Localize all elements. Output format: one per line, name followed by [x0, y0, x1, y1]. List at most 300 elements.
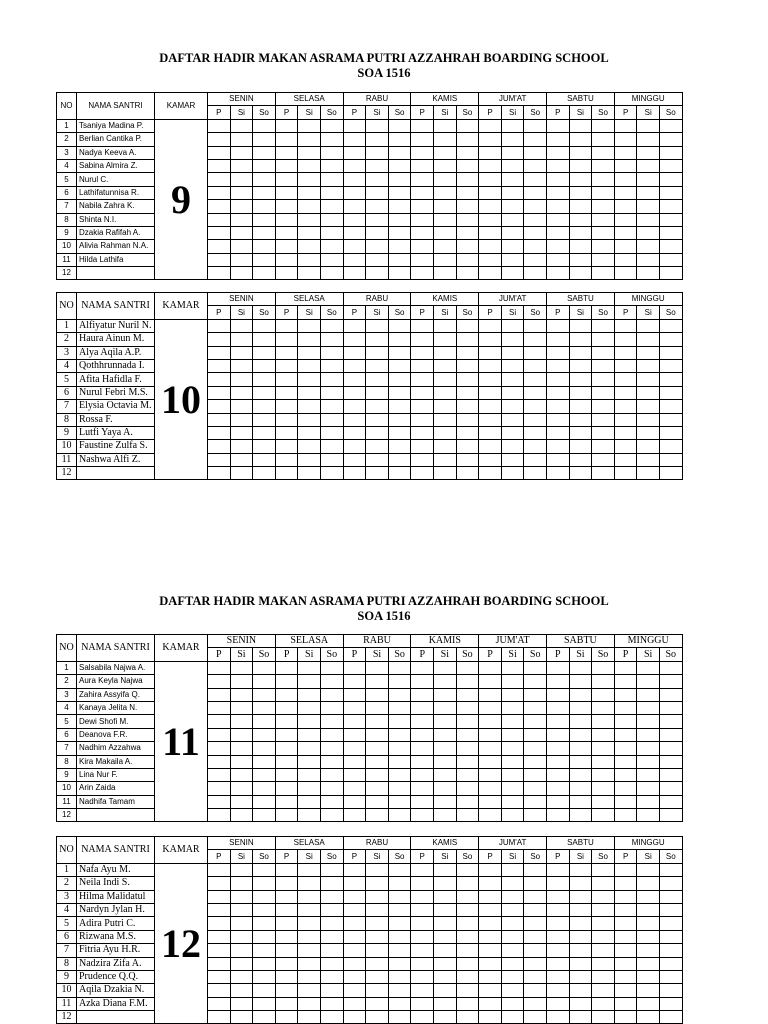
attendance-cell [479, 213, 502, 226]
attendance-cell [479, 944, 502, 957]
attendance-cell [298, 782, 321, 795]
attendance-cell [253, 701, 276, 714]
attendance-cell [208, 715, 231, 728]
attendance-cell [569, 346, 592, 359]
attendance-cell [253, 755, 276, 768]
attendance-cell [614, 373, 637, 386]
attendance-cell [230, 426, 253, 439]
attendance-cell [366, 173, 389, 186]
attendance-cell [479, 467, 502, 480]
student-name: Dewi Shofi M. [77, 715, 155, 728]
attendance-cell [456, 715, 479, 728]
attendance-cell [253, 944, 276, 957]
attendance-cell [388, 319, 411, 332]
attendance-cell [614, 213, 637, 226]
meal-header: P [343, 306, 366, 319]
attendance-cell [456, 119, 479, 132]
student-name: Tsaniya Madina P. [77, 119, 155, 132]
attendance-cell [637, 400, 660, 413]
row-number: 2 [57, 877, 77, 890]
attendance-cell [659, 728, 682, 741]
attendance-cell [569, 688, 592, 701]
meal-header: So [592, 106, 615, 119]
attendance-cell [501, 755, 524, 768]
attendance-cell [230, 917, 253, 930]
attendance-cell [253, 186, 276, 199]
attendance-cell [547, 768, 570, 781]
attendance-cell [366, 333, 389, 346]
attendance-cell [524, 809, 547, 822]
attendance-cell [275, 200, 298, 213]
attendance-cell [343, 863, 366, 876]
attendance-cell [524, 133, 547, 146]
attendance-cell [569, 768, 592, 781]
attendance-cell [388, 453, 411, 466]
table-row [57, 957, 683, 970]
attendance-cell [614, 917, 637, 930]
meal-header: P [547, 850, 570, 863]
attendance-cell [569, 930, 592, 943]
attendance-cell [547, 333, 570, 346]
student-name: Nardyn Jylan H. [77, 903, 155, 916]
attendance-cell [343, 782, 366, 795]
table-row [57, 930, 683, 943]
attendance-cell [592, 346, 615, 359]
meal-header: So [320, 306, 343, 319]
attendance-cell [434, 333, 457, 346]
attendance-cell [614, 359, 637, 372]
attendance-cell [388, 253, 411, 266]
attendance-cell [388, 426, 411, 439]
meal-header: P [275, 648, 298, 661]
attendance-cell [298, 373, 321, 386]
attendance-cell [275, 877, 298, 890]
attendance-cell [434, 373, 457, 386]
attendance-cell [253, 890, 276, 903]
attendance-cell [614, 226, 637, 239]
row-number: 3 [57, 346, 77, 359]
attendance-cell [411, 213, 434, 226]
attendance-cell [592, 903, 615, 916]
attendance-cell [479, 917, 502, 930]
attendance-cell [320, 453, 343, 466]
attendance-cell [637, 440, 660, 453]
attendance-cell [208, 346, 231, 359]
attendance-cell [275, 119, 298, 132]
attendance-cell [434, 359, 457, 372]
attendance-cell [298, 970, 321, 983]
meal-header: So [456, 306, 479, 319]
attendance-cell [501, 1011, 524, 1024]
attendance-cell [253, 1011, 276, 1024]
attendance-cell [456, 319, 479, 332]
attendance-cell [569, 133, 592, 146]
attendance-cell [388, 768, 411, 781]
meal-header: P [547, 306, 570, 319]
attendance-cell [411, 997, 434, 1010]
attendance-cell [434, 997, 457, 1010]
attendance-cell [298, 426, 321, 439]
attendance-cell [501, 728, 524, 741]
attendance-cell [434, 863, 457, 876]
attendance-cell [253, 119, 276, 132]
attendance-cell [275, 782, 298, 795]
attendance-cell [479, 688, 502, 701]
attendance-cell [275, 768, 298, 781]
attendance-cell [569, 970, 592, 983]
attendance-cell [343, 440, 366, 453]
attendance-cell [298, 440, 321, 453]
attendance-cell [298, 159, 321, 172]
attendance-cell [366, 970, 389, 983]
day-header: SELASA [275, 93, 343, 106]
attendance-cell [253, 319, 276, 332]
row-number: 10 [57, 782, 77, 795]
table-row [57, 701, 683, 714]
table-row [57, 890, 683, 903]
attendance-cell [569, 917, 592, 930]
attendance-cell [298, 742, 321, 755]
meal-header: P [411, 850, 434, 863]
attendance-cell [524, 467, 547, 480]
attendance-cell [637, 755, 660, 768]
attendance-cell [456, 701, 479, 714]
attendance-cell [321, 742, 344, 755]
meal-header: Si [501, 850, 524, 863]
meal-header: So [660, 850, 683, 863]
attendance-cell [479, 755, 502, 768]
attendance-cell [614, 440, 637, 453]
attendance-cell [456, 400, 479, 413]
attendance-cell [456, 440, 479, 453]
attendance-cell [614, 675, 637, 688]
meal-header: P [343, 648, 366, 661]
attendance-cell [275, 413, 298, 426]
attendance-cell [637, 373, 660, 386]
meal-header: So [388, 850, 411, 863]
attendance-cell [230, 701, 253, 714]
row-number: 7 [57, 200, 77, 213]
attendance-cell [479, 984, 502, 997]
attendance-cell [208, 400, 231, 413]
attendance-cell [434, 782, 457, 795]
attendance-cell [343, 186, 366, 199]
attendance-cell [208, 970, 231, 983]
attendance-cell [298, 400, 321, 413]
attendance-cell [230, 755, 253, 768]
attendance-cell [320, 133, 343, 146]
attendance-cell [298, 661, 321, 674]
student-name: Alivia Rahman N.A. [77, 240, 155, 253]
attendance-cell [434, 688, 457, 701]
attendance-cell [253, 426, 276, 439]
attendance-cell [230, 186, 253, 199]
attendance-cell [366, 877, 389, 890]
table-row [57, 809, 683, 822]
meal-header: Si [230, 850, 253, 863]
attendance-cell [343, 159, 366, 172]
attendance-cell [298, 386, 321, 399]
attendance-cell [230, 997, 253, 1010]
row-number: 8 [57, 413, 77, 426]
attendance-cell [456, 159, 479, 172]
attendance-cell [456, 467, 479, 480]
meal-header: So [320, 106, 343, 119]
attendance-cell [208, 146, 231, 159]
meal-header: P [411, 106, 434, 119]
attendance-cell [637, 333, 660, 346]
attendance-cell [388, 809, 411, 822]
attendance-cell [208, 159, 231, 172]
attendance-cell [230, 944, 253, 957]
attendance-cell [411, 346, 434, 359]
attendance-cell [569, 863, 592, 876]
attendance-cell [592, 267, 615, 280]
attendance-cell [434, 675, 457, 688]
attendance-cell [388, 386, 411, 399]
attendance-cell [637, 944, 660, 957]
attendance-cell [569, 782, 592, 795]
attendance-cell [456, 877, 479, 890]
attendance-cell [298, 267, 321, 280]
attendance-cell [569, 984, 592, 997]
attendance-cell [524, 400, 547, 413]
meal-header: So [659, 648, 682, 661]
attendance-cell [411, 200, 434, 213]
attendance-cell [456, 1011, 479, 1024]
attendance-cell [547, 467, 570, 480]
attendance-cell [366, 903, 389, 916]
attendance-cell [547, 413, 570, 426]
attendance-cell [637, 346, 660, 359]
attendance-cell [569, 386, 592, 399]
student-name: Nashwa Alfi Z. [77, 453, 155, 466]
table-row [57, 688, 683, 701]
attendance-cell [411, 133, 434, 146]
attendance-cell [343, 688, 366, 701]
attendance-cell [456, 890, 479, 903]
attendance-cell [208, 917, 231, 930]
attendance-cell [343, 133, 366, 146]
attendance-cell [320, 333, 343, 346]
attendance-cell [479, 930, 502, 943]
table-row [57, 133, 683, 146]
attendance-cell [298, 768, 321, 781]
table-row [57, 782, 683, 795]
attendance-cell [592, 997, 615, 1010]
attendance-cell [637, 688, 660, 701]
attendance-cell [660, 146, 683, 159]
attendance-cell [569, 400, 592, 413]
attendance-cell [343, 984, 366, 997]
attendance-cell [592, 213, 615, 226]
attendance-cell [547, 661, 570, 674]
table-row [57, 173, 683, 186]
attendance-cell [388, 755, 411, 768]
attendance-cell [434, 240, 457, 253]
attendance-cell [208, 359, 231, 372]
meal-header: Si [637, 648, 660, 661]
row-number: 3 [57, 890, 77, 903]
attendance-cell [434, 146, 457, 159]
attendance-cell [524, 768, 547, 781]
attendance-cell [524, 688, 547, 701]
attendance-cell [411, 890, 434, 903]
attendance-cell [637, 957, 660, 970]
attendance-cell [479, 997, 502, 1010]
attendance-cell [479, 809, 502, 822]
attendance-cell [456, 173, 479, 186]
attendance-cell [230, 675, 253, 688]
attendance-cell [298, 319, 321, 332]
attendance-cell [592, 133, 615, 146]
attendance-cell [501, 890, 524, 903]
row-number: 7 [57, 742, 77, 755]
attendance-cell [524, 373, 547, 386]
attendance-cell [298, 253, 321, 266]
attendance-cell [275, 146, 298, 159]
attendance-cell [320, 863, 343, 876]
meal-header: Si [434, 648, 457, 661]
attendance-cell [501, 453, 524, 466]
attendance-cell [298, 715, 321, 728]
attendance-cell [592, 768, 615, 781]
student-name: Nurul C. [77, 173, 155, 186]
header-nama-santri: NAMA SANTRI [77, 837, 155, 864]
attendance-cell [660, 213, 683, 226]
day-header: RABU [343, 837, 411, 850]
attendance-cell [479, 133, 502, 146]
attendance-cell [592, 373, 615, 386]
attendance-cell [411, 359, 434, 372]
attendance-cell [524, 997, 547, 1010]
attendance-cell [524, 930, 547, 943]
student-name: Haura Ainun M. [77, 333, 155, 346]
attendance-cell [366, 373, 389, 386]
attendance-table-kamar-11 [56, 634, 683, 822]
student-name: Hilma Malidatul [77, 890, 155, 903]
attendance-cell [659, 675, 682, 688]
table-row [57, 146, 683, 159]
attendance-cell [592, 728, 615, 741]
attendance-cell [501, 688, 524, 701]
attendance-cell [569, 795, 592, 808]
attendance-cell [343, 413, 366, 426]
attendance-cell [388, 877, 411, 890]
attendance-cell [275, 240, 298, 253]
attendance-cell [320, 890, 343, 903]
row-number: 4 [57, 359, 77, 372]
attendance-cell [388, 173, 411, 186]
attendance-cell [637, 930, 660, 943]
student-name: Aqila Dzakia N. [77, 984, 155, 997]
attendance-cell [456, 267, 479, 280]
attendance-cell [253, 688, 276, 701]
attendance-cell [660, 200, 683, 213]
attendance-cell [253, 675, 276, 688]
student-name: Afita Hafidla F. [77, 373, 155, 386]
attendance-cell [569, 319, 592, 332]
attendance-cell [501, 226, 524, 239]
attendance-cell [524, 186, 547, 199]
attendance-cell [614, 701, 637, 714]
attendance-cell [547, 715, 570, 728]
attendance-cell [479, 715, 502, 728]
attendance-cell [660, 917, 683, 930]
table-row [57, 346, 683, 359]
meal-header: Si [230, 306, 253, 319]
attendance-cell [614, 930, 637, 943]
attendance-cell [434, 742, 457, 755]
attendance-cell [230, 715, 253, 728]
attendance-cell [547, 173, 570, 186]
attendance-cell [411, 146, 434, 159]
attendance-cell [434, 795, 457, 808]
attendance-cell [275, 675, 298, 688]
attendance-cell [547, 359, 570, 372]
attendance-cell [614, 877, 637, 890]
meal-header: P [614, 106, 637, 119]
attendance-cell [614, 957, 637, 970]
attendance-cell [501, 267, 524, 280]
attendance-cell [366, 768, 389, 781]
attendance-cell [388, 400, 411, 413]
student-name: Lathifatunnisa R. [77, 186, 155, 199]
attendance-cell [637, 253, 660, 266]
table-row [57, 795, 683, 808]
attendance-cell [275, 863, 298, 876]
attendance-cell [501, 240, 524, 253]
attendance-cell [388, 661, 411, 674]
day-header: KAMIS [411, 837, 479, 850]
attendance-cell [614, 688, 637, 701]
attendance-cell [411, 688, 434, 701]
attendance-cell [230, 970, 253, 983]
attendance-cell [592, 957, 615, 970]
attendance-cell [434, 346, 457, 359]
attendance-cell [456, 453, 479, 466]
attendance-cell [366, 346, 389, 359]
attendance-cell [547, 688, 570, 701]
attendance-cell [614, 661, 637, 674]
attendance-cell [614, 159, 637, 172]
attendance-cell [230, 440, 253, 453]
attendance-cell [637, 159, 660, 172]
attendance-cell [592, 333, 615, 346]
attendance-cell [366, 413, 389, 426]
attendance-cell [230, 877, 253, 890]
attendance-cell [298, 675, 321, 688]
row-number: 5 [57, 715, 77, 728]
attendance-cell [388, 688, 411, 701]
attendance-cell [388, 133, 411, 146]
attendance-cell [411, 661, 434, 674]
student-name: Lutfi Yaya A. [77, 426, 155, 439]
attendance-cell [298, 728, 321, 741]
attendance-cell [592, 400, 615, 413]
section-1-subtitle: SOA 1516 [357, 66, 411, 80]
attendance-cell [456, 675, 479, 688]
attendance-cell [343, 997, 366, 1010]
attendance-cell [614, 903, 637, 916]
attendance-cell [660, 903, 683, 916]
attendance-cell [592, 426, 615, 439]
student-name: Deanova F.R. [77, 728, 155, 741]
header-kamar: KAMAR [155, 635, 208, 662]
attendance-cell [366, 930, 389, 943]
header-nama-santri: NAMA SANTRI [77, 635, 155, 662]
attendance-cell [253, 728, 276, 741]
